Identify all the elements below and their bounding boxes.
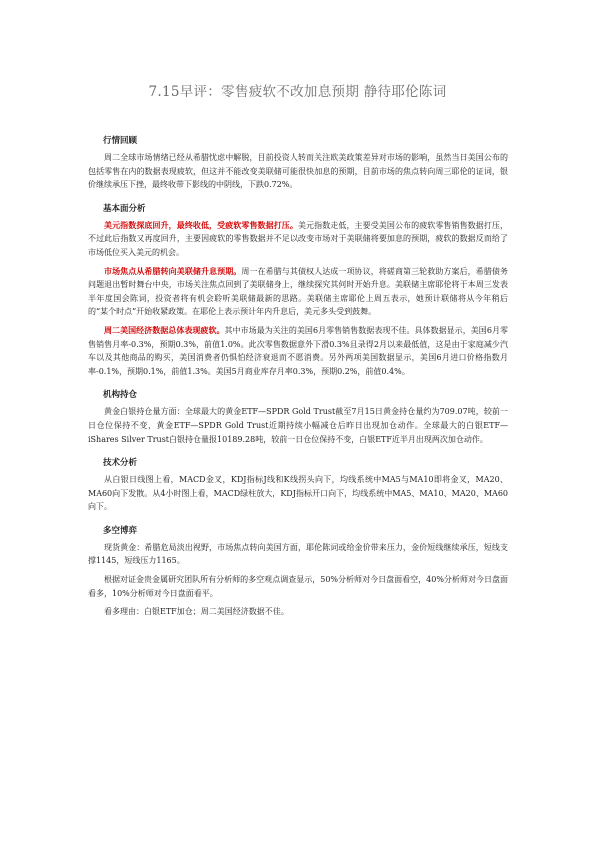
paragraph [88,541,508,568]
paragraph-text: 周一在希腊与其债权人达成一项协议，将磋商第三轮救助方案后，希腊债务问题退出暂时舞台中央，市场关注焦点回到了美联储身上，继续探究其何时开始升息。美联储主席耶伦将于本周三发表半年度国会陈词，投资者将有机会聆听美联储最新的思路。美联储主席耶伦上周五表示，她预计联储将从今年稍后的“某个时点”开始收紧政策。在耶伦上表示预计年内升息后，美元多头受到鼓舞。 [88,266,508,317]
section-heading: 行情回顾 [103,136,138,146]
section-market-review [88,135,508,192]
section-institutional-holdings [88,389,508,446]
paragraph-text: 周二全球市场情绪已经从希腊忧虑中解脱，目前投资人转而关注欧美政策差异对市场的影响，虽然当日美国公布的包括零售在内的数据表现疲软，但这并不能改变美联储可能很快加息的预期，目前市场的焦点转向周三耶伦的证词，银价继续承压下挫，最终收带下影线的中阴线，下跌0.72%。 [88,153,508,190]
paragraph [88,605,508,619]
paragraph [88,573,508,600]
section-bull-bear [88,525,508,619]
paragraph [88,219,508,260]
section-technical-analysis [88,457,508,514]
highlight-lead: 市场焦点从希腊转向美联储升息预期。 [104,266,242,276]
page-title: 7.15早评：零售疲软不改加息预期 静待耶伦陈词 [148,84,447,100]
section-heading: 机构持仓 [103,390,138,401]
paragraph [88,324,508,378]
paragraph-text: 从白银日线图上看，MACD金叉，KDJ指标J线和K线拐头向下，均线系统中MA5与MA10即将金叉，MA20、MA60向下发散。从4小时图上看，MACD绿柱放大，KDJ指标开口向下，均线系统中MA5、MA10、MA20、MA60向下。 [88,475,508,512]
section-fundamental-analysis [88,203,508,379]
highlight-lead: 美元指数探底回升，最终收低，受疲软零售数据打压。 [104,220,298,230]
paragraph [88,151,508,192]
paragraph-text: 黄金白银持仓量方面：全球最大的黄金ETF—SPDR Gold Trust截至7月15日黄金持仓量约为709.07吨，较前一日仓位保持不变，黄金ETF—SPDR Gold Trust近期持续小幅减仓后昨日出现加仓动作。全球最大的白银ETF—iShares Silver Trust白银持仓量报10189.28吨，较前一日仓位保持不变，白银ETF近半月出现两次加仓动作。 [88,407,508,444]
highlight-lead: 周二美国经济数据总体表现疲软。 [104,325,225,335]
paragraph [88,405,508,446]
paragraph-text: 其中市场最为关注的美国6月零售销售数据表现不佳。具体数据显示，美国6月零售销售月率-0.3%，预期0.3%，前值1.0%。此次零售数据意外下滑0.3%且录得2月以来最低值，这是由于家庭减少汽车以及其他商品的购买，美国消费者仍惧怕经济衰退而不愿消费。另外两项美国数据显示，美国6月进口价格指数月率-0.1%，预期0.1%，前值1.3%。美国5月商业库存月率0.3%，预期0.2%，前值0.4%。 [88,325,508,376]
paragraph-text: 看多理由：白银ETF加仓；周二美国经济数据不佳。 [104,607,289,617]
paragraph [88,265,508,319]
paragraph-text: 美元指数走低，主要受美国公布的疲软零售销售数据打压，不过此后指数又再度回升，主要因疲软的零售数据并不足以改变市场对于美联储将要加息的预期，疲软的数据反而给了市场低位买入美元的机会。 [88,220,509,257]
section-heading: 技术分析 [103,458,138,469]
paragraph-text: 根据对证金贵金属研究团队所有分析师的多空观点调查显示，50%分析师对今日盘面看空，40%分析师对今日盘面看多，10%分析师对今日盘面看平。 [88,575,508,598]
document-body [88,135,508,630]
paragraph [88,473,508,514]
paragraph-text: 现货黄金：希腊危局淡出视野，市场焦点转向美国方面，耶伦陈词或给金价带来压力，金价短线继续承压，短线支撑1145，短线压力1165。 [88,542,508,566]
section-heading: 多空博弈 [103,525,138,536]
section-heading: 基本面分析 [103,203,146,214]
